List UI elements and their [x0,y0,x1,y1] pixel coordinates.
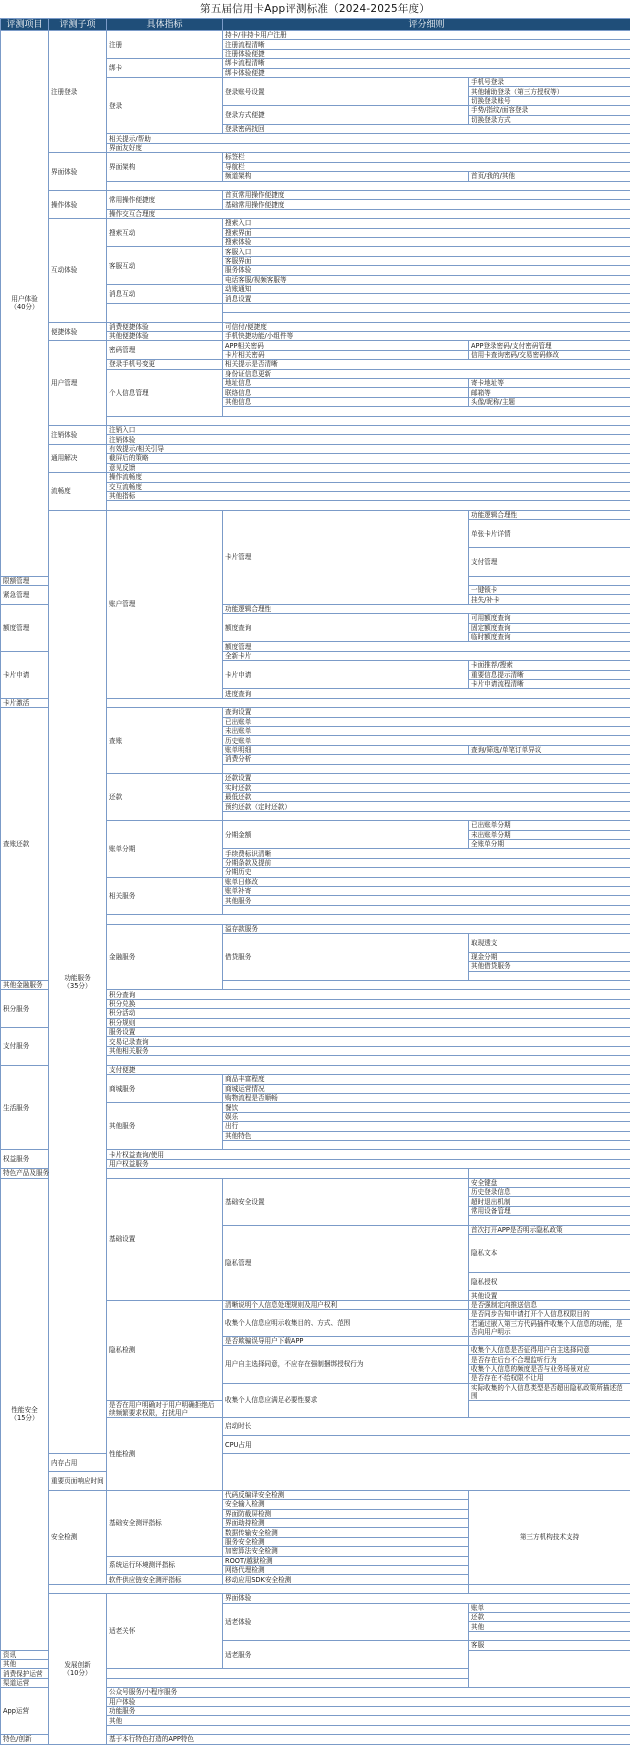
table-cell: 单张卡片详情 [469,520,630,548]
table-cell: 界面体验 [49,153,107,191]
table-cell: 功能服务 （35分） [49,510,107,1453]
table-row [1,190,630,199]
table-cell [223,1140,630,1149]
table-cell: 软件供应链安全测评指标 [107,1575,223,1584]
table-row [1,1490,630,1499]
table-cell: 支付管理 [469,548,630,576]
table-cell: 服务体验 [223,266,630,275]
table-cell: CPU占用 [223,1435,630,1453]
table-cell: 相关提示是否清晰 [223,360,630,369]
table-cell: 额度管理 [1,604,49,651]
table-cell: 内存占用 [49,1454,223,1472]
table-cell: 适老关怀 [107,1594,223,1669]
table-cell [223,313,630,322]
table-cell: 未出账单 [223,727,630,736]
table-cell: 客服入口 [223,247,630,256]
table-cell: 个人信息管理 [107,369,223,416]
table-cell: 全新卡片 [223,651,630,660]
table-cell: 固定额度查询 [469,623,630,632]
table-cell: 用户权益服务 [107,1159,630,1168]
table-cell: 积分查询 [107,990,630,999]
table-cell: 支付服务 [1,1028,49,1066]
table-cell: 绑卡 [107,59,223,78]
table-cell: 查询设置 [223,708,630,717]
table-cell: 登录手机号变更 [107,360,223,369]
table-cell: 客服互动 [107,247,223,285]
table-cell: 一键锁卡 [469,585,630,594]
table-cell: 实时还款 [223,783,630,792]
page-title: 第五届信用卡App评测标准（2024-2025年度） [0,0,630,18]
table-header-row [1,19,630,31]
table-cell: 第三方机构技术支持 [469,1490,630,1584]
table-cell: 额度管理 [223,642,630,651]
table-cell: 相关提示/帮助 [107,134,630,143]
table-cell: 注册 [107,31,223,59]
table-cell: 卡片管理 [223,510,469,604]
table-cell: 客服 [469,1641,630,1650]
header-subitem: 评测子项 [49,19,107,31]
table-cell: 隐私授权 [469,1272,630,1291]
table-cell: 挂失/补卡 [469,595,630,604]
table-cell: 是否在用户明确对于用户明确拒绝后续频繁要求权限，打扰用户 [107,1400,223,1417]
table-cell: 消息互动 [107,284,223,303]
table-cell [107,1056,630,1065]
table-cell: 全账单分期 [469,839,630,848]
table-cell: 其他相关服务 [107,1046,630,1055]
table-cell: 进度查询 [223,689,630,698]
table-cell: 手机号登录 [469,78,630,87]
table-cell: 分期条款及提前 [223,858,630,867]
table-cell: 身份证信息更新 [223,369,630,378]
table-cell: 用户自主选择同意，不应存在强制捆绑授权行为 [223,1346,469,1384]
table-cell [107,501,630,510]
table-cell: 相关服务 [107,877,223,915]
table-cell: 性能检测 [107,1417,223,1490]
table-cell [223,905,630,914]
table-cell: 隐私检测 [107,1300,223,1400]
table-cell: 有效提示/相关引导 [107,444,630,453]
table-cell: 数据传输安全检测 [223,1528,469,1537]
table-row [1,1594,630,1603]
table-cell: 登录方式便捷 [223,106,469,125]
table-cell: 操作流畅度 [107,473,630,482]
table-cell: ROOT/越狱检测 [223,1556,469,1565]
table-cell: 服务安全检测 [223,1537,469,1546]
table-cell: 频道架构 [223,172,469,181]
table-row [1,1169,630,1178]
table-row [1,981,630,990]
table-cell: 注册体验便捷 [223,49,630,58]
table-cell: 若通过嵌入第三方代码插件收集个人信息的功能，是否向用户明示 [469,1319,630,1336]
table-row [1,473,630,482]
header-rules: 评分细则 [223,19,630,31]
table-cell: 重要信息提示清晰 [469,670,630,679]
table-cell: 地址信息 [223,379,469,388]
table-cell: 流畅度 [49,473,107,511]
table-cell: 安全检测 [49,1490,107,1584]
table-cell: 支付便捷 [107,1065,630,1074]
table-cell: 查账还款 [1,708,49,981]
table-cell: 特色产品及服务 [1,1169,469,1178]
table-row [1,426,630,435]
table-cell: 切换登录方式 [469,115,630,124]
table-row [1,31,630,40]
table-cell: 登录 [107,78,223,134]
table-cell: 隐私管理 [223,1225,469,1300]
table-cell: 基础设置 [107,1178,223,1300]
table-cell: 还款设置 [223,774,630,783]
table-row [1,341,630,350]
table-row [1,1669,630,1678]
table-cell [223,303,630,312]
table-cell: 电话客服/视频客服等 [223,275,630,284]
table-cell: 重要页面响应时间 [49,1472,223,1490]
table-cell: 功能服务 [107,1707,630,1716]
table-cell: 其他设置 [469,1291,630,1300]
table-row [1,444,630,453]
table-cell: 出行 [223,1122,630,1131]
table-cell: 积分规则 [107,1018,630,1027]
table-cell: 便捷体验 [49,322,107,341]
table-cell: 持卡/非持卡用户注册 [223,31,630,40]
table-row [1,1454,630,1472]
table-cell: 取现透支 [469,934,630,953]
table-cell: 其他 [107,1716,630,1725]
table-cell: 意见反馈 [107,463,630,472]
table-cell: 消费便捷体验 [107,322,223,331]
table-cell [223,764,630,773]
table-cell: 积分活动 [107,1009,630,1018]
table-cell: 权益服务 [1,1150,49,1169]
table-row [1,510,630,519]
table-cell: 其他服务 [223,896,630,905]
table-cell: 互动体验 [49,219,107,322]
table-cell: 基础安全设置 [223,1178,469,1225]
table-cell: 发展创新 （10分） [49,1594,107,1745]
table-cell: 常用操作便捷度 [107,190,223,209]
table-cell: 消费分析 [223,755,630,764]
table-row [1,1584,630,1593]
table-cell: 收集个人信息应满足必要性要求 [223,1383,469,1417]
table-cell: 搜索界面 [223,228,630,237]
table-cell: 交互流畅度 [107,482,630,491]
table-cell: 界面架构 [107,153,223,181]
table-cell: 卡片激活 [1,698,107,707]
evaluation-table [0,18,630,1745]
table-cell: 基础常用操作便捷度 [223,200,630,209]
table-cell: 绑卡流程清晰 [223,59,630,68]
table-cell [49,1584,469,1593]
table-cell: 卡片权益查询/使用 [107,1150,630,1159]
table-cell: 借贷服务 [223,934,469,981]
table-cell [107,915,630,924]
table-cell: 联络信息 [223,388,469,397]
table-cell: 已出账单 [223,717,630,726]
table-cell: 是否强制定向推送信息 [469,1300,630,1309]
table-cell [469,971,630,980]
table-cell [223,407,630,416]
table-cell: 功能逻辑合理性 [469,510,630,519]
table-cell: 账单明细 [223,745,469,754]
table-row [1,322,630,331]
table-cell: 查账 [107,708,223,774]
table-cell: 餐饮 [223,1103,630,1112]
table-cell: 实际收集的个人信息类型是否超出隐私政策所描述范围 [469,1383,630,1400]
table-cell: 其他指标 [107,491,630,500]
table-cell: 其他 [1,1660,107,1669]
table-cell: 用户管理 [49,341,107,426]
table-cell: 账单 [469,1603,630,1612]
table-cell: 卡片申请 [223,661,469,689]
table-cell: 代码反编译安全检测 [223,1490,469,1499]
table-cell: 登录密码找回 [223,125,630,134]
table-cell: 头像/昵称/主题 [469,397,630,406]
table-cell: 首页常用操作便捷度 [223,190,630,199]
table-cell: 注册登录 [49,31,107,153]
table-cell: 账单日修改 [223,877,630,886]
table-cell: 导航栏 [223,162,630,171]
table-cell: 公众号服务/小程序服务 [107,1688,630,1697]
table-cell: 是否同步告知申请打开个人信息权限目的 [469,1310,630,1319]
table-cell: 金融服务 [107,924,223,990]
table-cell: 首次打开APP是否明示隐私政策 [469,1225,630,1234]
table-cell: 交易记录查询 [107,1037,630,1046]
table-cell: 其他特色 [223,1131,630,1140]
table-cell: 注销入口 [107,426,630,435]
table-cell: 搜索互动 [107,219,223,247]
table-cell: 可用额度查询 [469,614,630,623]
table-cell: App运营 [1,1688,49,1735]
table-cell: 卡片申请流程清晰 [469,680,630,689]
table-cell: 商城运营情况 [223,1084,630,1093]
table-cell: 其他辅助登录（第三方授权等） [469,87,630,96]
table-cell: 积分服务 [1,990,49,1028]
table-cell: 手机快捷功能/小组件等 [223,332,630,341]
table-cell: 未出账单分期 [469,830,630,839]
table-cell: 卡片申请 [1,651,49,698]
table-cell: 其他服务 [107,1103,223,1150]
table-cell: 加密算法安全检测 [223,1547,469,1556]
table-row [1,219,630,228]
table-cell [107,181,630,190]
table-cell: 用户体验 [107,1697,630,1706]
table-cell: 基础安全测评指标 [107,1490,223,1556]
table-cell: 消息设置 [223,294,630,303]
table-cell: 注销体验 [49,426,107,445]
table-cell: 查询/筛选/单笔订单异议 [469,745,630,754]
table-cell: 登录账号设置 [223,78,469,106]
table-cell: APP登录密码/支付密码管理 [469,341,630,350]
table-cell: 分期历史 [223,868,630,877]
table-cell: 邮箱等 [469,388,630,397]
table-cell: 界面友好度 [107,143,630,152]
header-item: 评测项目 [1,19,49,31]
table-cell: 截屏后的策略 [107,454,630,463]
table-cell: 其他金融服务 [1,981,223,990]
table-cell: 性能安全 （15分） [1,1178,49,1650]
header-indicator: 具体指标 [107,19,223,31]
table-row [1,153,630,162]
table-cell: 清晰说明个人信息处理规则及用户权利 [223,1300,469,1309]
table-cell: 已出账单分期 [469,821,630,830]
table-cell: 是否存在不给权限不让用 [469,1374,630,1383]
table-cell: 娱乐 [223,1112,630,1121]
table-cell: 收集个人信息的频度是否与业务场景对应 [469,1364,630,1373]
table-cell: 溢存款服务 [223,924,630,933]
table-cell: 消费保护运营 [1,1669,469,1678]
table-cell: 寄卡地址等 [469,379,630,388]
table-cell: 是否存在后台不合理监听行为 [469,1355,630,1364]
table-body [1,31,630,1745]
table-cell: APP相关密码 [223,341,469,350]
table-cell: 注销体验 [107,435,630,444]
table-cell: 最低还款 [223,792,630,801]
table-cell: 限额管理 [1,576,107,585]
table-cell: 安全键盘 [469,1178,630,1187]
table-cell: 特色/创新 [1,1735,49,1744]
table-cell: 其他借贷服务 [469,962,630,971]
table-cell: 搜索体验 [223,237,630,246]
table-cell [107,1725,630,1734]
table-cell: 账单补寄 [223,886,630,895]
table-cell: 用户体验 （40分） [1,31,49,577]
table-cell: 渠道运营 [1,1678,469,1687]
table-cell: 其他 [469,1622,630,1631]
table-cell: 操作体验 [49,190,107,218]
table-cell: 卡片相关密码 [223,350,469,359]
table-cell: 账户管理 [107,510,223,698]
table-cell: 网络代理检测 [223,1565,469,1574]
table-cell: 商城服务 [107,1075,223,1103]
table-cell: 收集个人信息应明示收集目的、方式、范围 [223,1310,469,1336]
table-cell: 功能逻辑合理性 [223,604,630,613]
table-cell: 客服界面 [223,256,630,265]
table-cell: 账单分期 [107,821,223,877]
table-cell: 注册流程清晰 [223,40,630,49]
table-cell: 搜索入口 [223,219,630,228]
table-cell: 启动时长 [223,1417,630,1435]
table-cell: 基于本行特色打造的APP特色 [107,1735,630,1744]
table-cell: 还款 [107,774,223,821]
table-row [1,1472,630,1490]
table-cell [107,416,630,425]
table-cell: 操作交互合理度 [107,209,630,218]
table-cell: 现金分期 [469,952,630,961]
table-cell: 预约还款（定时还款） [223,802,630,811]
table-cell: 密码管理 [107,341,223,360]
table-cell: 其他便捷体验 [107,332,223,341]
table-cell: 适老体验 [223,1603,469,1641]
table-row [1,1678,630,1687]
table-cell: 是否欺骗误导用户下载APP [223,1336,469,1345]
table-cell: 其他信息 [223,397,469,406]
table-cell: 安全输入检测 [223,1500,469,1509]
table-cell: 常用设备管理 [469,1206,630,1215]
table-cell: 系统运行环境测评指标 [107,1556,223,1575]
table-cell: 移动应用SDK安全检测 [223,1575,469,1584]
table-cell: 卡面推荐/搜索 [469,661,630,670]
table-cell: 分期金额 [223,821,469,849]
table-cell: 动账通知 [223,284,630,293]
table-cell: 绑卡体验便捷 [223,68,630,77]
table-cell: 手势/指纹/面容登录 [469,106,630,115]
table-cell: 服务设置 [107,1028,630,1037]
table-cell: 适老服务 [223,1641,469,1669]
table-cell: 可信付/便捷度 [223,322,630,331]
table-cell [469,1216,630,1225]
table-cell: 通用解决 [49,444,107,472]
table-cell: 商品丰富程度 [223,1075,630,1084]
table-cell: 历史登录信息 [469,1187,630,1196]
table-cell: 积分兑换 [107,999,630,1008]
table-cell: 资讯 [1,1650,107,1659]
table-cell: 切换登录账号 [469,96,630,105]
table-cell: 手续费标识清晰 [223,849,630,858]
table-cell: 收集个人信息是否征得用户自主选择同意 [469,1346,630,1355]
table-cell: 额度查询 [223,614,469,642]
table-cell [107,303,223,322]
table-cell: 标签栏 [223,153,630,162]
table-cell [469,1631,630,1640]
table-cell: 还款 [469,1612,630,1621]
table-cell: 界面体验 [223,1594,630,1603]
table-cell [223,811,630,820]
table-cell: 隐私文本 [469,1235,630,1273]
table-cell: 信用卡查询密码/交易密码修改 [469,350,630,359]
table-row [1,698,630,707]
table-cell: 临时额度查询 [469,633,630,642]
table-cell: 历史账单 [223,736,630,745]
table-cell: 界面劫持检测 [223,1518,469,1527]
table-cell: 界面防截屏检测 [223,1509,469,1518]
table-cell: 紧急管理 [1,585,49,604]
table-cell: 首页/我的/其他 [469,172,630,181]
table-cell: 购物流程是否顺畅 [223,1093,630,1102]
table-cell: 超时退出机制 [469,1197,630,1206]
table-cell: 生活服务 [1,1065,49,1150]
